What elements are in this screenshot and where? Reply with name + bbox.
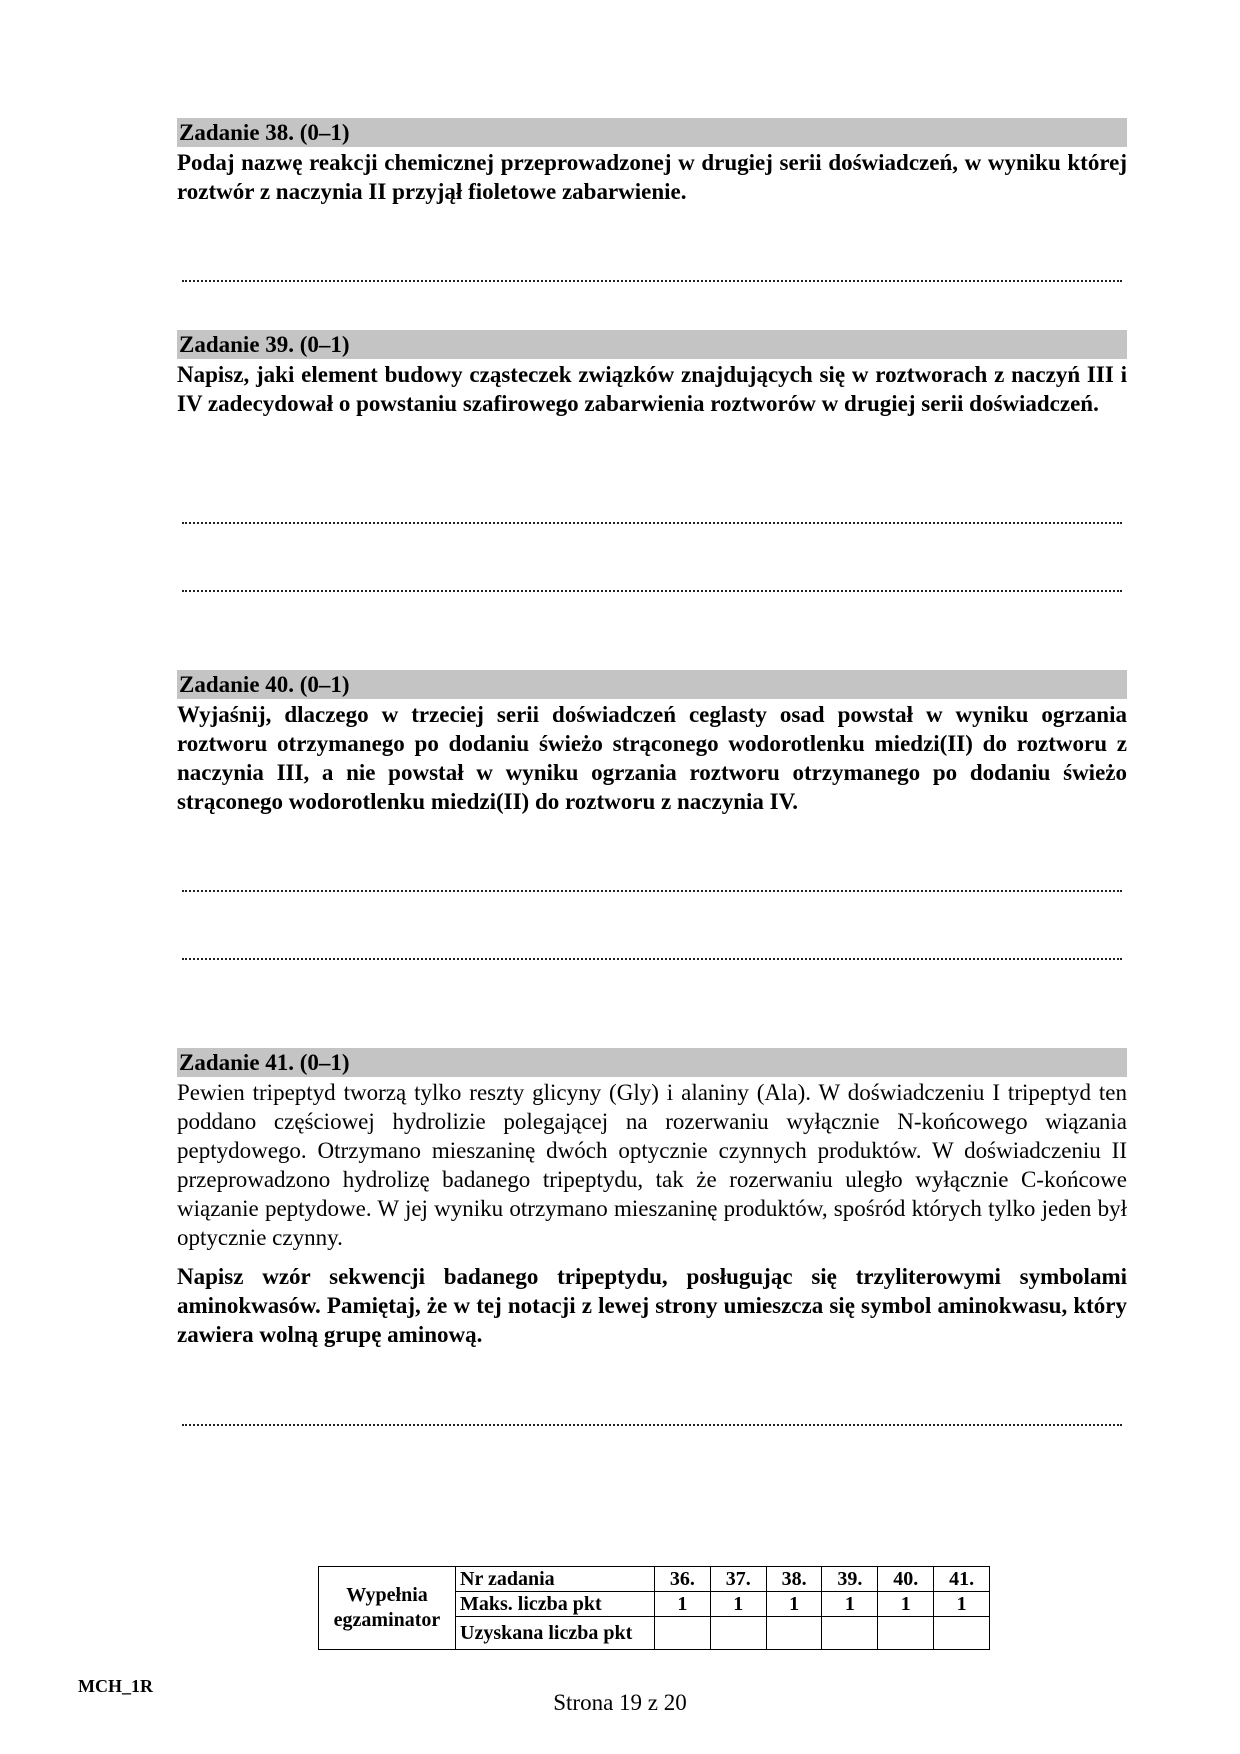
task-41	[177, 1048, 1127, 1349]
examiner-label: Wypełnia egzaminator	[319, 1567, 456, 1650]
obtained-points-cell[interactable]	[710, 1617, 766, 1650]
row-label-task-number: Nr zadania	[456, 1567, 655, 1592]
task-header: Zadanie 41. (0–1)	[177, 1048, 1127, 1077]
task-instruction: Wyjaśnij, dlaczego w trzeciej serii doświadczeń ceglasty osad powstał w wyniku ogrzania roztworu otrzymanego po dodaniu świeżo strąconego wodorotlenku miedzi(II) do roztworu z naczynia III, a nie powstał w wyniku ogrzania roztworu otrzymanego po dodaniu świeżo strąconego wodorotlenku miedzi(II) do roztworu z naczynia IV.	[177, 702, 1127, 814]
max-points-cell: 1	[878, 1592, 934, 1617]
task-40	[177, 670, 1127, 816]
obtained-points-cell[interactable]	[822, 1617, 878, 1650]
obtained-points-cell[interactable]	[878, 1617, 934, 1650]
answer-line[interactable]	[182, 280, 1122, 282]
obtained-points-cell[interactable]	[934, 1617, 990, 1650]
page-number: Strona 19 z 20	[553, 1690, 687, 1715]
answer-line[interactable]	[182, 958, 1122, 960]
task-number-cell: 36.	[655, 1567, 711, 1592]
exam-code: MCH_1R	[78, 1676, 153, 1696]
obtained-points-cell[interactable]	[655, 1617, 711, 1650]
max-points-cell: 1	[934, 1592, 990, 1617]
obtained-points-cell[interactable]	[766, 1617, 822, 1650]
max-points-cell: 1	[655, 1592, 711, 1617]
task-number-cell: 38.	[766, 1567, 822, 1592]
max-points-cell: 1	[822, 1592, 878, 1617]
task-number-cell: 37.	[710, 1567, 766, 1592]
task-header: Zadanie 40. (0–1)	[177, 670, 1127, 699]
task-instruction: Napisz wzór sekwencji badanego tripeptydu, posługując się trzyliterowymi symbolami aminokwasów. Pamiętaj, że w tej notacji z lewej strony umieszcza się symbol aminokwasu, który zawiera wolną grupę aminową.	[177, 1264, 1127, 1347]
task-header: Zadanie 38. (0–1)	[177, 118, 1127, 147]
task-number-cell: 40.	[878, 1567, 934, 1592]
row-label-obtained-points: Uzyskana liczba pkt	[456, 1617, 655, 1650]
task-number-cell: 39.	[822, 1567, 878, 1592]
task-number-cell: 41.	[934, 1567, 990, 1592]
task-description: Pewien tripeptyd tworzą tylko reszty glicyny (Gly) i alaniny (Ala). W doświadczeniu I tripeptyd ten poddano częściowej hydrolizie polegającej na rozerwaniu wyłącznie N-końcowego wiązania peptydowego. Otrzymano mieszaninę dwóch optycznie czynnych produktów. W doświadczeniu II przeprowadzono hydrolizę badanego tripeptydu, tak że rozerwaniu uległo wyłącznie C-końcowe wiązanie peptydowe. W jej wyniku otrzymano mieszaninę produktów, spośród których tylko jeden był optycznie czynny.	[177, 1080, 1127, 1250]
max-points-cell: 1	[710, 1592, 766, 1617]
max-points-cell: 1	[766, 1592, 822, 1617]
answer-line[interactable]	[182, 890, 1122, 892]
task-header: Zadanie 39. (0–1)	[177, 330, 1127, 359]
task-38	[177, 118, 1127, 206]
task-39	[177, 330, 1127, 418]
grading-table	[318, 1566, 990, 1650]
answer-line[interactable]	[182, 590, 1122, 592]
task-instruction: Podaj nazwę reakcji chemicznej przeprowadzonej w drugiej serii doświadczeń, w wyniku której roztwór z naczynia II przyjął fioletowe zabarwienie.	[177, 150, 1127, 204]
row-label-max-points: Maks. liczba pkt	[456, 1592, 655, 1617]
answer-line[interactable]	[182, 522, 1122, 524]
answer-line[interactable]	[182, 1424, 1122, 1426]
task-instruction: Napisz, jaki element budowy cząsteczek związków znajdujących się w roztworach z naczyń III i IV zadecydował o powstaniu szafirowego zabarwienia roztworów w drugiej serii doświadczeń.	[177, 362, 1127, 416]
